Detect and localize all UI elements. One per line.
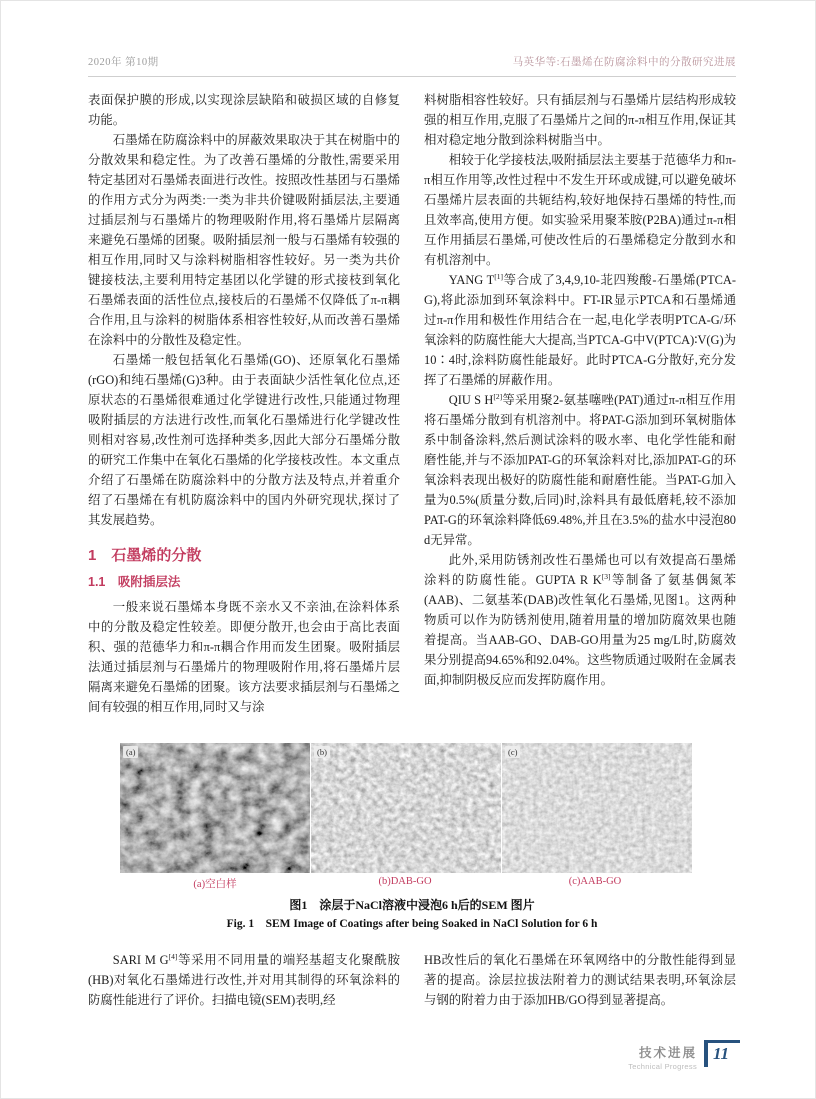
paragraph: 此外,采用防锈剂改性石墨烯也可以有效提高石墨烯涂料的防腐性能。GUPTA R K[3]等制备了氨基偶氮苯(AAB)、二氨基苯(DAB)改性氧化石墨烯,见图1。这两种物质可以作为防锈剂使用,随着用量的增加防腐效果也随着提高。当AAB-GO、DAB-GO用量为25 mg/L时,防腐效果分别提高94.65%和92.04%。这些物质通过吸附在金属表面,抑制阴极反应而发挥防腐作用。 [424, 553, 736, 687]
paragraph: 相较于化学接枝法,吸附插层法主要基于范德华力和π-π相互作用等,改性过程中不发生开环或成键,可以避免破坏石墨烯片层表面的共轭结构,较好地保持石墨烯的特性,而且效率高,使用方便。如实验采用聚苯胺(P2BA)通过π-π相互作用插层石墨烯,可使改性后的石墨烯稳定分散到水和有机溶剂中。 [424, 153, 736, 267]
footer-section-label-zh: 技术进展 [638, 1046, 697, 1060]
body-columns [88, 90, 736, 742]
sem-texture-a [120, 743, 310, 873]
paragraph: YANG T[1]等合成了3,4,9,10-苝四羧酸-石墨烯(PTCA-G),将此添加到环氧涂料中。FT-IR显示PTCA和石墨烯通过π-π作用和极性作用结合在一起,电化学表明PTCA-G/环氧涂料的防腐性能大大提高,当PTCA-G中V(PTCA)∶V(G)为 10∶4时,涂料防腐性能最好。此时PTCA-G分散好,充分发挥了石墨烯的屏蔽作用。 [424, 271, 736, 387]
sem-panel-dab-go [311, 743, 501, 873]
header-rule [88, 76, 736, 77]
paragraph: 表面保护膜的形成,以实现涂层缺陷和破损区域的自修复功能。 [88, 93, 400, 127]
paragraph: 石墨烯在防腐涂料中的屏蔽效果取决于其在树脂中的分散效果和稳定性。为了改善石墨烯的分散性,需要采用特定基团对石墨烯表面进行改性。按照改性基团与石墨烯的作用方式分为两类:一类为非共价键吸附插层法,主要通过插层剂与石墨烯片的物理吸附作用,将石墨烯片层隔离来避免石墨烯的团聚。吸附插层剂一般与石墨烯有较强的相互作用,同时又与涂料树脂相容性较好。另一类为共价键接枝法,主要利用特定基团以化学键的形式接枝到氧化石墨烯表面的活性位点,接枝后的石墨烯不仅降低了π-π耦合作用,且与涂料的树脂体系相容性较好,从而改善石墨烯在涂料中的分散性及稳定性。 [88, 133, 400, 347]
left-column [88, 90, 400, 742]
sem-panel-blank [120, 743, 310, 873]
panel-caption-blank: (a)空白样 [193, 879, 237, 890]
panel-caption-aab-go: (c)AAB-GO [568, 876, 622, 887]
paragraph: 一般来说石墨烯本身既不亲水又不亲油,在涂料体系中的分散及稳定性较差。即便分散开,也会由于高比表面积、强的范德华力和π-π耦合作用而发生团聚。吸附插层法通过插层剂与石墨烯片的物理吸附作用,将石墨烯片层隔离来避免石墨烯的团聚。该方法要求插层剂与石墨烯之间有较强的相互作用,同时又与涂 [88, 600, 400, 714]
footer-section-label-en: Technical Progress [628, 1062, 697, 1071]
panel-caption-dab-go: (b)DAB-GO [378, 876, 432, 887]
paragraph: 石墨烯一般包括氧化石墨烯(GO)、还原氧化石墨烯(rGO)和纯石墨烯(G)3种。由于表面缺少活性氧化位点,还原状态的石墨烯很难通过化学键进行改性,只能通过物理吸附插层的方法进行改性,而氧化石墨烯进行化学键改性则相对容易,改性剂可选择种类多,因此大部分石墨烯分散的研究工作集中在氧化石墨烯的化学接枝改性。本文重点介绍了石墨烯在防腐涂料中的分散方法及特点,并着重介绍了石墨烯在有机防腐涂料中的国内外研究现状,探讨了其发展趋势。 [88, 353, 400, 527]
sem-panel-aab-go [502, 743, 692, 873]
panel-tag-b: (b) [314, 746, 330, 758]
sem-texture-b [311, 743, 501, 873]
panel-tag-c: (c) [505, 746, 520, 758]
paragraph: SARI M G[4]等采用不同用量的端羟基超支化聚酰胺(HB)对氧化石墨烯进行改性,并对用其制得的环氧涂料的防腐性能进行了评价。扫描电镜(SEM)表明,经 [88, 951, 400, 1007]
panel-tag-a: (a) [123, 746, 138, 758]
page-mark-left-bar [704, 1040, 708, 1067]
header-issue: 2020年 第10期 [88, 57, 159, 68]
subsection-heading: 1.1 吸附插层法 [88, 575, 181, 589]
figure-caption-zh: 图1 涂层于NaCl溶液中浸泡6 h后的SEM 图片 [289, 898, 535, 912]
bottom-columns [88, 950, 736, 1010]
figure-1-sem-images [120, 743, 692, 873]
paragraph: QIU S H[2]等采用聚2-氨基噻唑(PAT)通过π-π相互作用将石墨烯分散到有机溶剂中。将PAT-G添加到环氧树脂体系中制备涂料,然后测试涂料的吸水率、电化学性能和耐磨性能,并与不添加PAT-G的环氧涂料对比,添加PAT-G的环氧涂料表现出极好的防腐性能和耐磨性能。当PAT-G加入量为0.5%(质量分数,后同)时,涂料具有最低磨耗,较不添加PAT-G的环氧涂料降低69.48%,并且在3.5%的盐水中浸泡80 d无异常。 [424, 391, 736, 547]
sem-texture-c [502, 743, 692, 873]
figure-caption-en: Fig. 1 SEM Image of Coatings after being Soaked in NaCl Solution for 6 h [226, 918, 598, 930]
bottom-right-column [424, 950, 736, 1010]
section-heading: 1 石墨烯的分散 [88, 547, 202, 564]
footer-page-number: 11 [713, 1044, 730, 1063]
figure-panel-captions [120, 876, 692, 891]
header-running-title: 马英华等:石墨烯在防腐涂料中的分散研究进展 [512, 57, 736, 68]
paragraph: HB改性后的氧化石墨烯在环氧网络中的分散性能得到显著的提高。涂层拉拔法附着力的测试结果表明,环氧涂层与钢的附着力由于添加HB/GO得到显著提高。 [424, 953, 736, 1007]
page-mark-top-bar [704, 1040, 740, 1043]
footer-section-labels [628, 1040, 697, 1071]
footer-page-mark [704, 1040, 740, 1067]
paragraph: 料树脂相容性较好。只有插层剂与石墨烯片层结构形成较强的相互作用,克服了石墨烯片之间的π-π相互作用,保证其相对稳定地分散到涂料树脂当中。 [424, 93, 736, 147]
footer [628, 1040, 740, 1071]
bottom-left-column [88, 950, 400, 1010]
right-column [424, 90, 736, 742]
